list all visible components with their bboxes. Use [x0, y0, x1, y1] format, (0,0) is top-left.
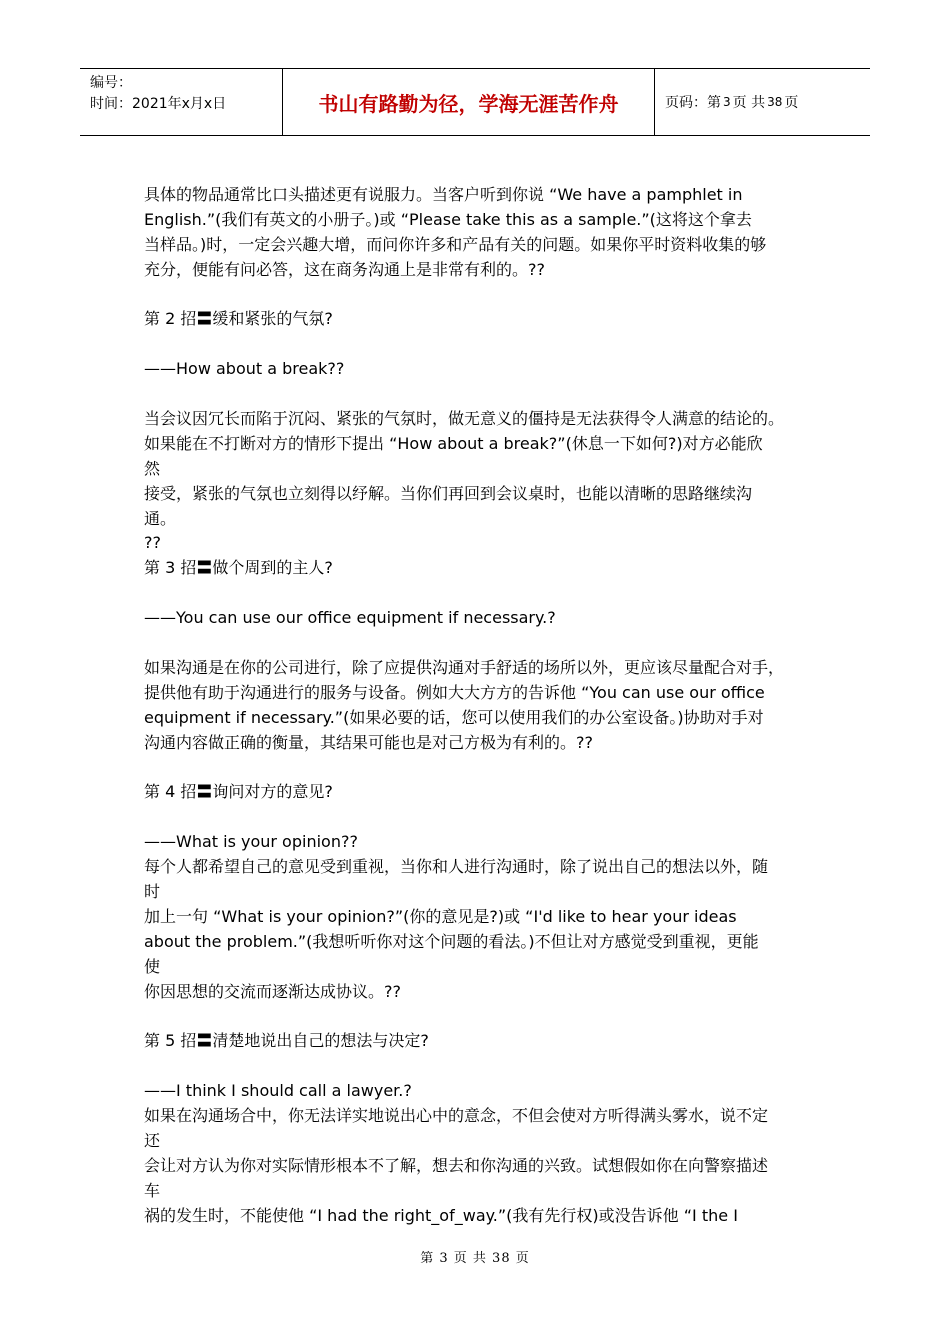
- text-line: 还: [144, 1130, 161, 1150]
- text-line: 第 3 招〓做个周到的主人?: [144, 558, 333, 578]
- blank-line: [144, 805, 812, 830]
- header-meta-cell: [80, 69, 282, 135]
- page-prefix: 页码：第: [665, 95, 721, 111]
- blank-line: [144, 1004, 812, 1029]
- text-line: equipment if necessary.”(如果必要的话，您可以使用我们的办公室设备。)协助对手对: [144, 707, 764, 727]
- text-line: 然: [144, 458, 161, 478]
- date-label: 时间：2021年x月x日: [90, 96, 227, 112]
- text-line: English.”(我们有英文的小册子。)或 “Please take this as a sample.”(这将这个拿去: [144, 209, 752, 229]
- text-line: 充分，便能有问必答，这在商务沟通上是非常有利的。??: [144, 259, 545, 279]
- text-line: 你因思想的交流而逐渐达成协议。??: [144, 981, 401, 1001]
- serial-number-label: 编号：: [90, 75, 132, 91]
- text-line: about the problem.”(我想听听你对这个问题的看法。)不但让对方感觉受到重视，更能: [144, 931, 759, 951]
- header-motto: 书山有路勤为径，学海无涯苦作舟: [282, 69, 655, 135]
- text-line: 祸的发生时，不能使他 “I had the right_of_way.”(我有先行权)或没告诉他 “I the I: [144, 1205, 738, 1225]
- text-line: 当会议因冗长而陷于沉闷、紧张的气氛时，做无意义的僵持是无法获得令人满意的结论的。: [144, 409, 785, 429]
- text-line: 沟通内容做正确的衡量，其结果可能也是对己方极为有利的。??: [144, 732, 593, 752]
- page-current: 3: [723, 95, 731, 109]
- text-line: 当样品。)时，一定会兴趣大增，而问你许多和产品有关的问题。如果你平时资料收集的够: [144, 234, 767, 254]
- blank-line: [144, 1054, 812, 1079]
- text-line: 如果沟通是在你的公司进行，除了应提供沟通对手舒适的场所以外，更应该尽量配合对手，: [144, 657, 785, 677]
- text-line: 第 4 招〓询问对方的意见?: [144, 782, 333, 802]
- text-line: 时: [144, 881, 161, 901]
- blank-line: [144, 382, 812, 407]
- text-line: ——You can use our office equipment if necessary.?: [144, 608, 556, 628]
- text-line: 车: [144, 1180, 161, 1200]
- text-line: ——I think I should call a lawyer.?: [144, 1081, 412, 1101]
- text-line: 使: [144, 956, 161, 976]
- text-line: ??: [144, 533, 161, 553]
- text-line: 第 2 招〓缓和紧张的气氛?: [144, 309, 333, 329]
- page-mid: 页 共: [732, 95, 766, 111]
- page-suffix: 页: [784, 95, 799, 111]
- blank-line: [144, 581, 812, 606]
- blank-line: [144, 631, 812, 656]
- text-line: 每个人都希望自己的意见受到重视，当你和人进行沟通时，除了说出自己的想法以外，随: [144, 857, 769, 877]
- blank-line: [144, 283, 812, 308]
- text-line: 加上一句 “What is your opinion?”(你的意见是?)或 “I'd like to hear your ideas: [144, 906, 737, 926]
- text-line: ——How about a break??: [144, 359, 345, 379]
- text-line: 会让对方认为你对实际情形根本不了解，想去和你沟通的兴致。试想假如你在向警察描述: [144, 1155, 769, 1175]
- text-line: 具体的物品通常比口头描述更有说服力。当客户听到你说 “We have a pamphlet in: [144, 185, 743, 204]
- text-line: ——What is your opinion??: [144, 832, 358, 852]
- text-line: 提供他有助于沟通进行的服务与设备。例如大大方方的告诉他 “You can use our office: [144, 682, 765, 702]
- header-page-indicator: [655, 69, 870, 135]
- text-line: 通。: [144, 508, 177, 528]
- text-line: 如果能在不打断对方的情形下提出 “How about a break?”(休息一下如何?)对方必能欣: [144, 433, 763, 453]
- text-line: 第 5 招〓清楚地说出自己的想法与决定?: [144, 1031, 429, 1051]
- page-footer: 第 3 页 共 38 页: [420, 1251, 530, 1266]
- text-line: 如果在沟通场合中，你无法详实地说出心中的意念，不但会使对方听得满头雾水，说不定: [144, 1105, 769, 1125]
- blank-line: [144, 755, 812, 780]
- document-body: [144, 183, 812, 1228]
- blank-line: [144, 332, 812, 357]
- text-line: 接受，紧张的气氛也立刻得以纾解。当你们再回到会议桌时，也能以清晰的思路继续沟: [144, 483, 753, 503]
- document-header: [80, 68, 870, 136]
- page-total: 38: [767, 95, 783, 109]
